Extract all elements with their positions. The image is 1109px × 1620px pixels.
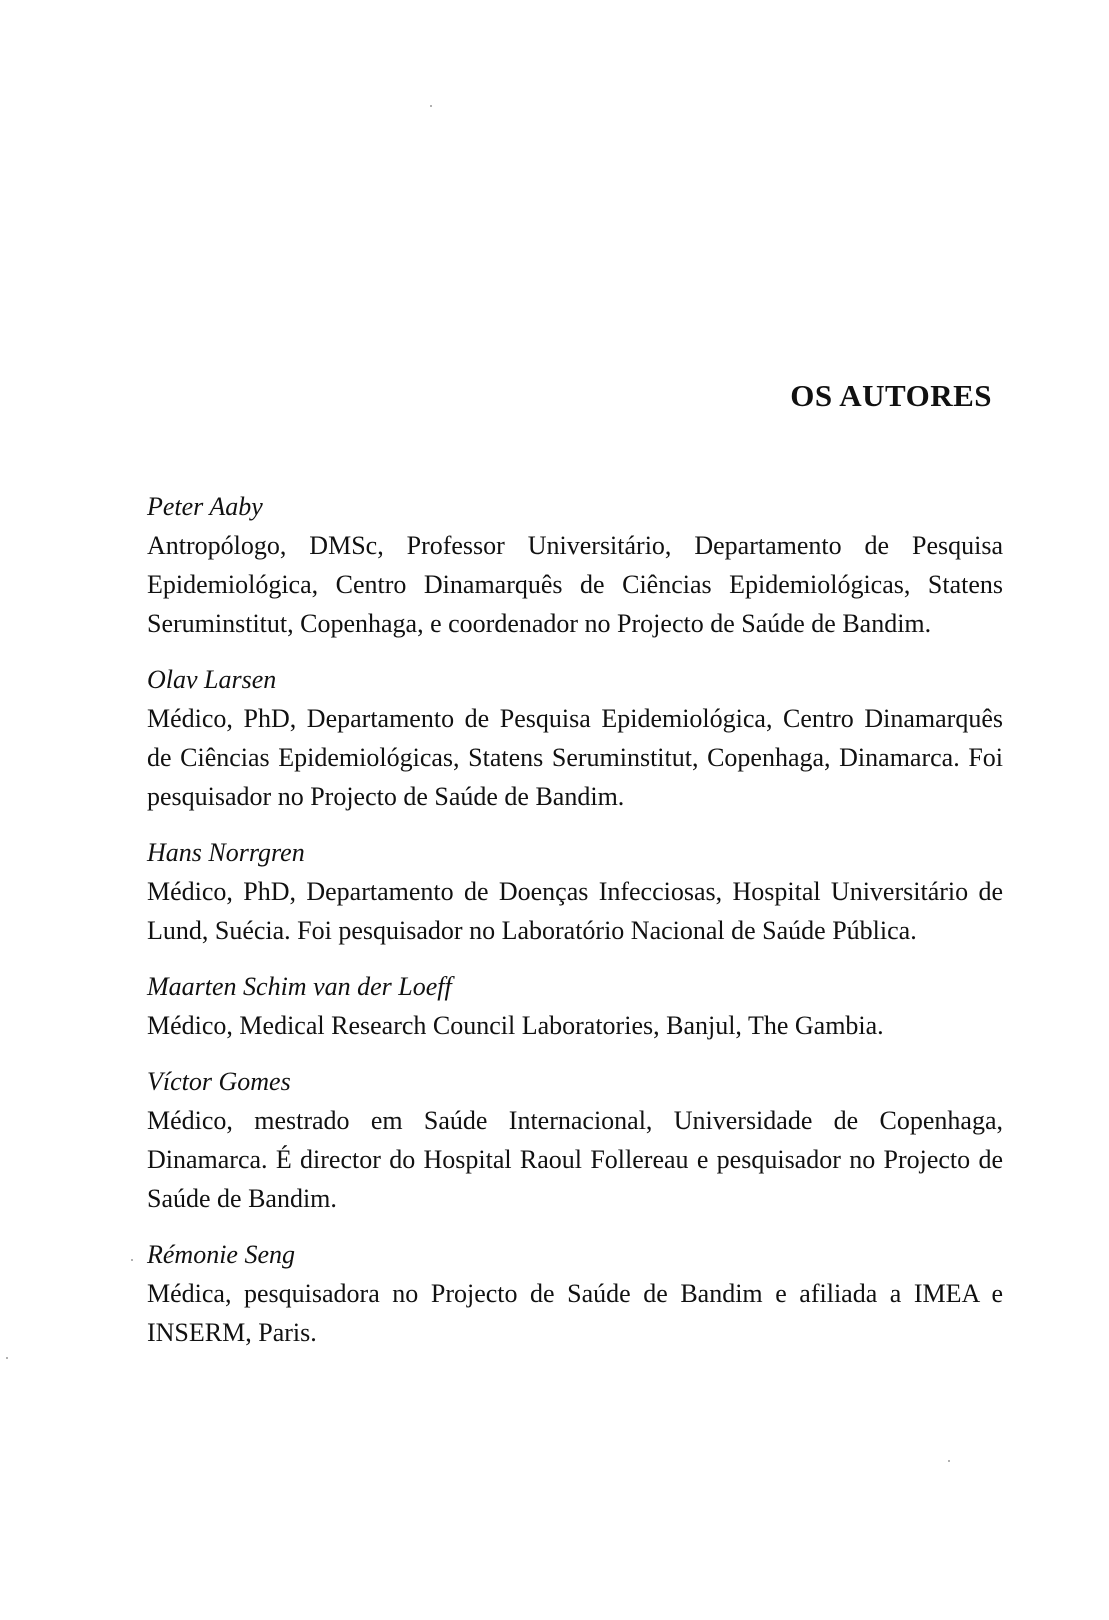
author-bio: Médico, PhD, Departamento de Doenças Infecciosas, Hospital Universitário de Lund, Suécia. Foi pesquisador no Laboratório Nacional de Saúde Pública.: [147, 877, 1003, 945]
author-bio: Médico, PhD, Departamento de Pesquisa Epidemiológica, Centro Dinamarquês de Ciências Epidemiológicas, Statens Seruminstitut, Copenhaga, Dinamarca. Foi pesquisador no Projecto de Saúde de Bandim.: [147, 704, 1003, 811]
author-name: Maarten Schim van der Loeff: [147, 972, 452, 1001]
author-entry: [147, 834, 1003, 950]
scan-speck: [6, 1357, 8, 1359]
scan-speck: [430, 105, 432, 107]
author-entry: [147, 1063, 1003, 1218]
author-name: Víctor Gomes: [147, 1067, 291, 1096]
author-bio: Médico, Medical Research Council Laboratories, Banjul, The Gambia.: [147, 1011, 884, 1040]
scan-speck: [131, 1259, 133, 1261]
scan-speck: [948, 1460, 950, 1462]
author-bio: Médico, mestrado em Saúde Internacional, Universidade de Copenhaga, Dinamarca. É director do Hospital Raoul Follereau e pesquisador no Projecto de Saúde de Bandim.: [147, 1106, 1003, 1213]
author-entry: [147, 661, 1003, 816]
page-title: OS AUTORES: [790, 378, 992, 413]
author-name: Hans Norrgren: [147, 838, 305, 867]
author-name: Rémonie Seng: [147, 1240, 296, 1269]
author-entry: [147, 488, 1003, 643]
author-name: Olav Larsen: [147, 665, 277, 694]
author-name: Peter Aaby: [147, 492, 263, 521]
author-bio: Antropólogo, DMSc, Professor Universitário, Departamento de Pesquisa Epidemiológica, Centro Dinamarquês de Ciências Epidemiológicas, Statens Seruminstitut, Copenhaga, e coordenador no Projecto de Saúde de Bandim.: [147, 531, 1003, 638]
authors-list: [147, 488, 1003, 1370]
author-bio: Médica, pesquisadora no Projecto de Saúde de Bandim e afiliada a IMEA e INSERM, Paris.: [147, 1279, 1003, 1347]
author-entry: [147, 1236, 1003, 1352]
author-entry: [147, 968, 1003, 1045]
